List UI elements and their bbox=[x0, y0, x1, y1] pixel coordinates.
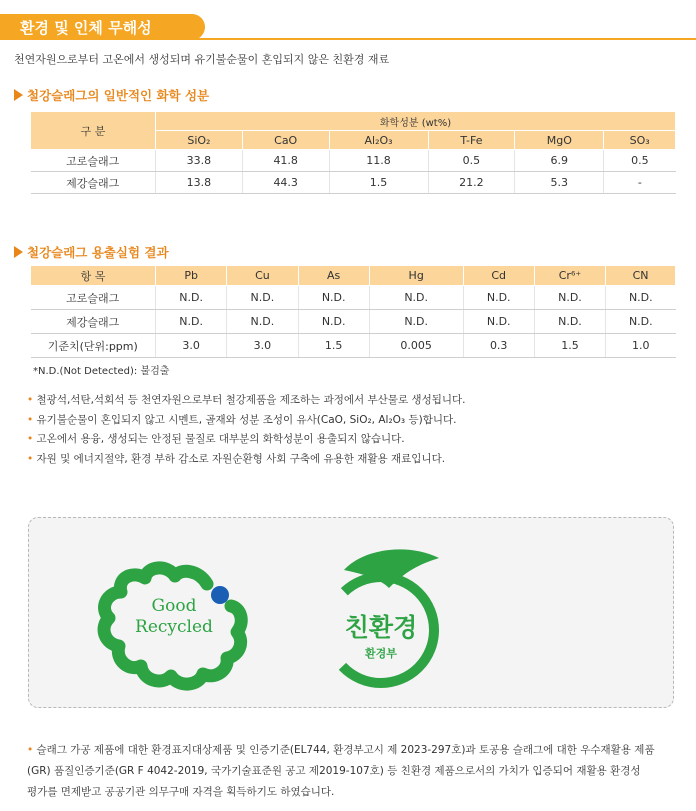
leaching-test-table bbox=[30, 265, 676, 358]
certification-logo-panel bbox=[28, 517, 674, 708]
table-header: CN bbox=[606, 266, 676, 286]
table-header: MgO bbox=[515, 131, 604, 150]
table-header: Pb bbox=[156, 266, 227, 286]
triangle-icon bbox=[14, 89, 23, 101]
table-header: Cu bbox=[227, 266, 298, 286]
table-header: CaO bbox=[242, 131, 329, 150]
blue-dot-icon bbox=[211, 586, 229, 604]
table-footnote: *N.D.(Not Detected): 불검출 bbox=[33, 366, 170, 377]
table-header: Al₂O₃ bbox=[329, 131, 428, 150]
table-header-group: 화학성분 (wt%) bbox=[156, 112, 676, 131]
good-recycled-logo bbox=[104, 568, 241, 684]
list-item: • 유기불순물이 혼입되지 않고 시멘트, 골재와 성분 조성이 유사(CaO, SiO₂, Al₂O₃ 등)합니다. bbox=[27, 411, 465, 431]
gr-line2: Recycled bbox=[135, 617, 213, 637]
page-title: 환경 및 인체 무해성 bbox=[20, 19, 152, 37]
table-cell: N.D. bbox=[606, 286, 676, 310]
row-label: 고로슬래그 bbox=[31, 150, 156, 172]
chemical-composition-table bbox=[30, 111, 676, 194]
table-cell: 41.8 bbox=[242, 150, 329, 172]
eco-sub-text: 환경부 bbox=[365, 647, 397, 660]
table-cell: 0.005 bbox=[369, 334, 463, 358]
table-cell: N.D. bbox=[227, 310, 298, 334]
table-cell: 11.8 bbox=[329, 150, 428, 172]
table-cell: 13.8 bbox=[156, 172, 243, 194]
table-cell: 3.0 bbox=[156, 334, 227, 358]
table-cell: 3.0 bbox=[227, 334, 298, 358]
table-cell: N.D. bbox=[463, 310, 534, 334]
table-cell: N.D. bbox=[369, 286, 463, 310]
table-cell: N.D. bbox=[463, 286, 534, 310]
bottom-paragraph bbox=[27, 740, 677, 803]
row-label: 고로슬래그 bbox=[31, 286, 156, 310]
table-cell: 21.2 bbox=[428, 172, 515, 194]
table-header: Cd bbox=[463, 266, 534, 286]
table-cell: N.D. bbox=[534, 310, 605, 334]
table-cell: 33.8 bbox=[156, 150, 243, 172]
table-cell: N.D. bbox=[156, 286, 227, 310]
table-header-group: 항 목 bbox=[31, 266, 156, 286]
paragraph-text: 슬래그 가공 제품에 대한 환경표지대상제품 및 인증기준(EL744, 환경부고시 제 2023-297호)과 토공용 슬래그에 대한 우수재활용 제품 bbox=[36, 744, 655, 756]
triangle-icon bbox=[14, 246, 23, 258]
list-item: • 자원 및 에너지절약, 환경 부하 감소로 자원순환형 사회 구축에 유용한 재활용 재료입니다. bbox=[27, 450, 465, 470]
table-cell: 0.5 bbox=[428, 150, 515, 172]
table-header: Hg bbox=[369, 266, 463, 286]
row-label: 기준치(단위:ppm) bbox=[31, 334, 156, 358]
table-cell: N.D. bbox=[227, 286, 298, 310]
title-bar bbox=[0, 14, 696, 40]
table-cell: N.D. bbox=[298, 310, 369, 334]
gr-line1: Good bbox=[151, 596, 197, 616]
table-cell: N.D. bbox=[606, 310, 676, 334]
table-header: SiO₂ bbox=[156, 131, 243, 150]
table-cell: 1.5 bbox=[534, 334, 605, 358]
table-header-group: 구 분 bbox=[31, 112, 156, 150]
table-row bbox=[31, 334, 676, 358]
row-label: 제강슬래그 bbox=[31, 172, 156, 194]
table-cell: N.D. bbox=[298, 286, 369, 310]
table-cell: 1.5 bbox=[298, 334, 369, 358]
table-row bbox=[31, 172, 676, 194]
section2-heading-text: 철강슬래그 용출실험 결과 bbox=[27, 245, 169, 260]
title-underline bbox=[190, 38, 696, 40]
table-cell: - bbox=[604, 172, 676, 194]
table-row bbox=[31, 310, 676, 334]
section1-heading-text: 철강슬래그의 일반적인 화학 성분 bbox=[27, 88, 210, 103]
paragraph-text: 평가를 면제받고 공공기관 의무구매 자격을 획득하기도 하였습니다. bbox=[27, 786, 335, 798]
table-cell: N.D. bbox=[156, 310, 227, 334]
table-header: Cr⁶⁺ bbox=[534, 266, 605, 286]
table-cell: 44.3 bbox=[242, 172, 329, 194]
table-header: As bbox=[298, 266, 369, 286]
paragraph-line bbox=[27, 761, 677, 782]
section1-heading bbox=[14, 86, 209, 104]
page-subtitle: 천연자원으로부터 고온에서 생성되며 유기불순물이 혼입되지 않은 친환경 재료 bbox=[14, 53, 390, 66]
bullet-dot: • bbox=[27, 744, 37, 756]
eco-main-text: 친환경 bbox=[344, 613, 418, 642]
certification-logos bbox=[29, 518, 675, 709]
table-row bbox=[31, 150, 676, 172]
paragraph-text: (GR) 품질인증기준(GR F 4042-2019, 국가기술표준원 공고 제2019-107호) 등 친환경 제품으로서의 가치가 입증되어 재활용 환경성 bbox=[27, 765, 641, 777]
row-label: 제강슬래그 bbox=[31, 310, 156, 334]
table-cell: 1.5 bbox=[329, 172, 428, 194]
bullet-list bbox=[27, 391, 465, 469]
table-header: T-Fe bbox=[428, 131, 515, 150]
table-cell: 6.9 bbox=[515, 150, 604, 172]
table-cell: N.D. bbox=[369, 310, 463, 334]
table-cell: 5.3 bbox=[515, 172, 604, 194]
section2-heading bbox=[14, 243, 169, 261]
paragraph-line bbox=[27, 740, 677, 761]
table-cell: 0.3 bbox=[463, 334, 534, 358]
paragraph-line bbox=[27, 782, 677, 803]
list-item: • 철광석,석탄,석회석 등 천연자원으로부터 철강제품을 제조하는 과정에서 부산물로 생성됩니다. bbox=[27, 391, 465, 411]
table-cell: 0.5 bbox=[604, 150, 676, 172]
table-cell: N.D. bbox=[534, 286, 605, 310]
table-header: SO₃ bbox=[604, 131, 676, 150]
list-item: • 고온에서 용융, 생성되는 안정된 물질로 대부분의 화학성분이 용출되지 않습니다. bbox=[27, 430, 465, 450]
eco-label-logo bbox=[328, 549, 439, 683]
table-cell: 1.0 bbox=[606, 334, 676, 358]
table-row bbox=[31, 286, 676, 310]
